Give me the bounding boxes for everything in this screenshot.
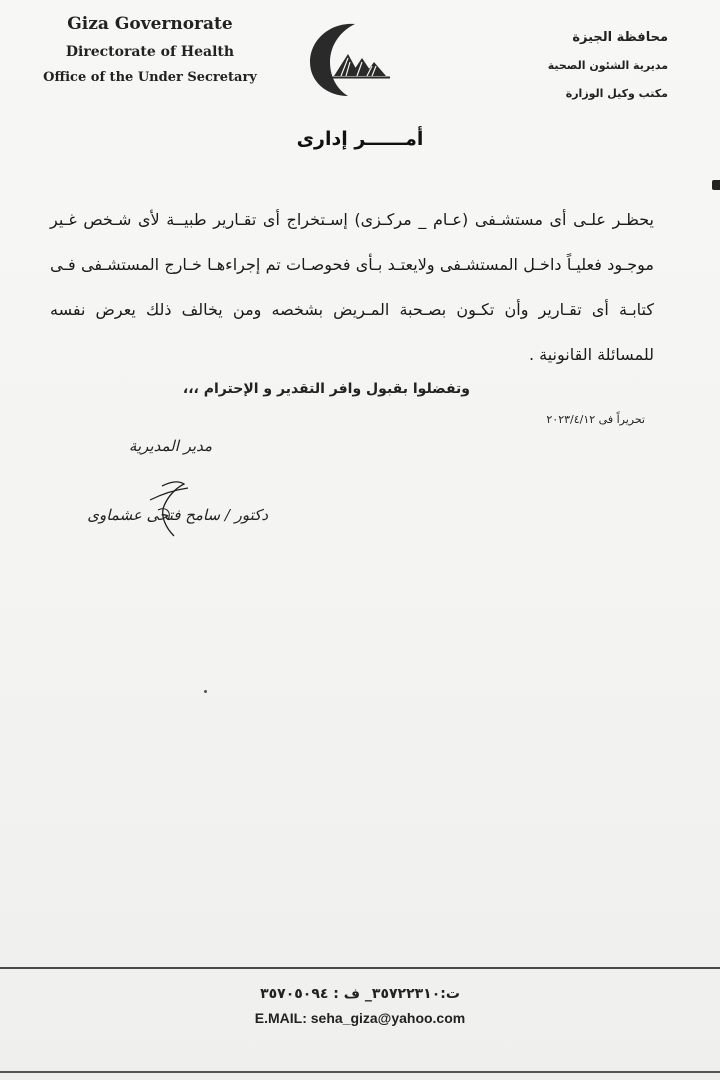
ar-governorate: محافظة الجيزة <box>572 30 668 45</box>
en-governorate: Giza Governorate <box>67 14 233 34</box>
scan-edge-mark <box>712 180 720 190</box>
en-directorate: Directorate of Health <box>65 44 235 60</box>
en-office: Office of the Under Secretary <box>43 70 257 85</box>
signatory-name: دكتور / سامح فتحى عشماوى <box>87 506 268 524</box>
ministry-logo-icon <box>300 18 400 100</box>
ar-office: مكتب وكيل الوزارة <box>565 87 668 100</box>
ar-directorate: مديرية الشئون الصحية <box>547 59 668 72</box>
footer-phone-fax: ت:٣٥٧٢٢٣١٠_ ف : ٣٥٧٠٥٠٩٤ <box>260 986 460 1002</box>
stray-ink-dot <box>204 690 207 693</box>
bottom-divider <box>0 1071 720 1073</box>
signatory-title: مدير المديرية <box>128 437 212 455</box>
document-body: يحظـر علـى أى مستشـفى (عـام _ مركـزى) إسـتخراج أى تقـارير طبيــة لأى شـخص غـير موجـود فعليـاً داخـل المستشـفى ولايعتـد بـأى فحوصـات تم إجراءهـا خـارج المستشـفى فـى كتابـة أى تقـارير وأن تكـون بصـحبة المـريض بشخصه ومن يخالف ذلك يعرض نفسه للمسائلة القانونية . <box>50 210 654 364</box>
english-letterhead <box>30 12 270 85</box>
closing-line: وتفضلوا بقبول وافر التقدير و الإحترام ،،، <box>182 381 470 397</box>
issue-date: تحريراً فى ٢٠٢٣/٤/١٢ <box>546 413 645 426</box>
arabic-letterhead <box>468 24 668 108</box>
footer-email: E.MAIL: seha_giza@yahoo.com <box>254 1010 466 1026</box>
footer-divider <box>0 967 720 969</box>
document-title: أمــــــر إدارى <box>296 128 424 150</box>
